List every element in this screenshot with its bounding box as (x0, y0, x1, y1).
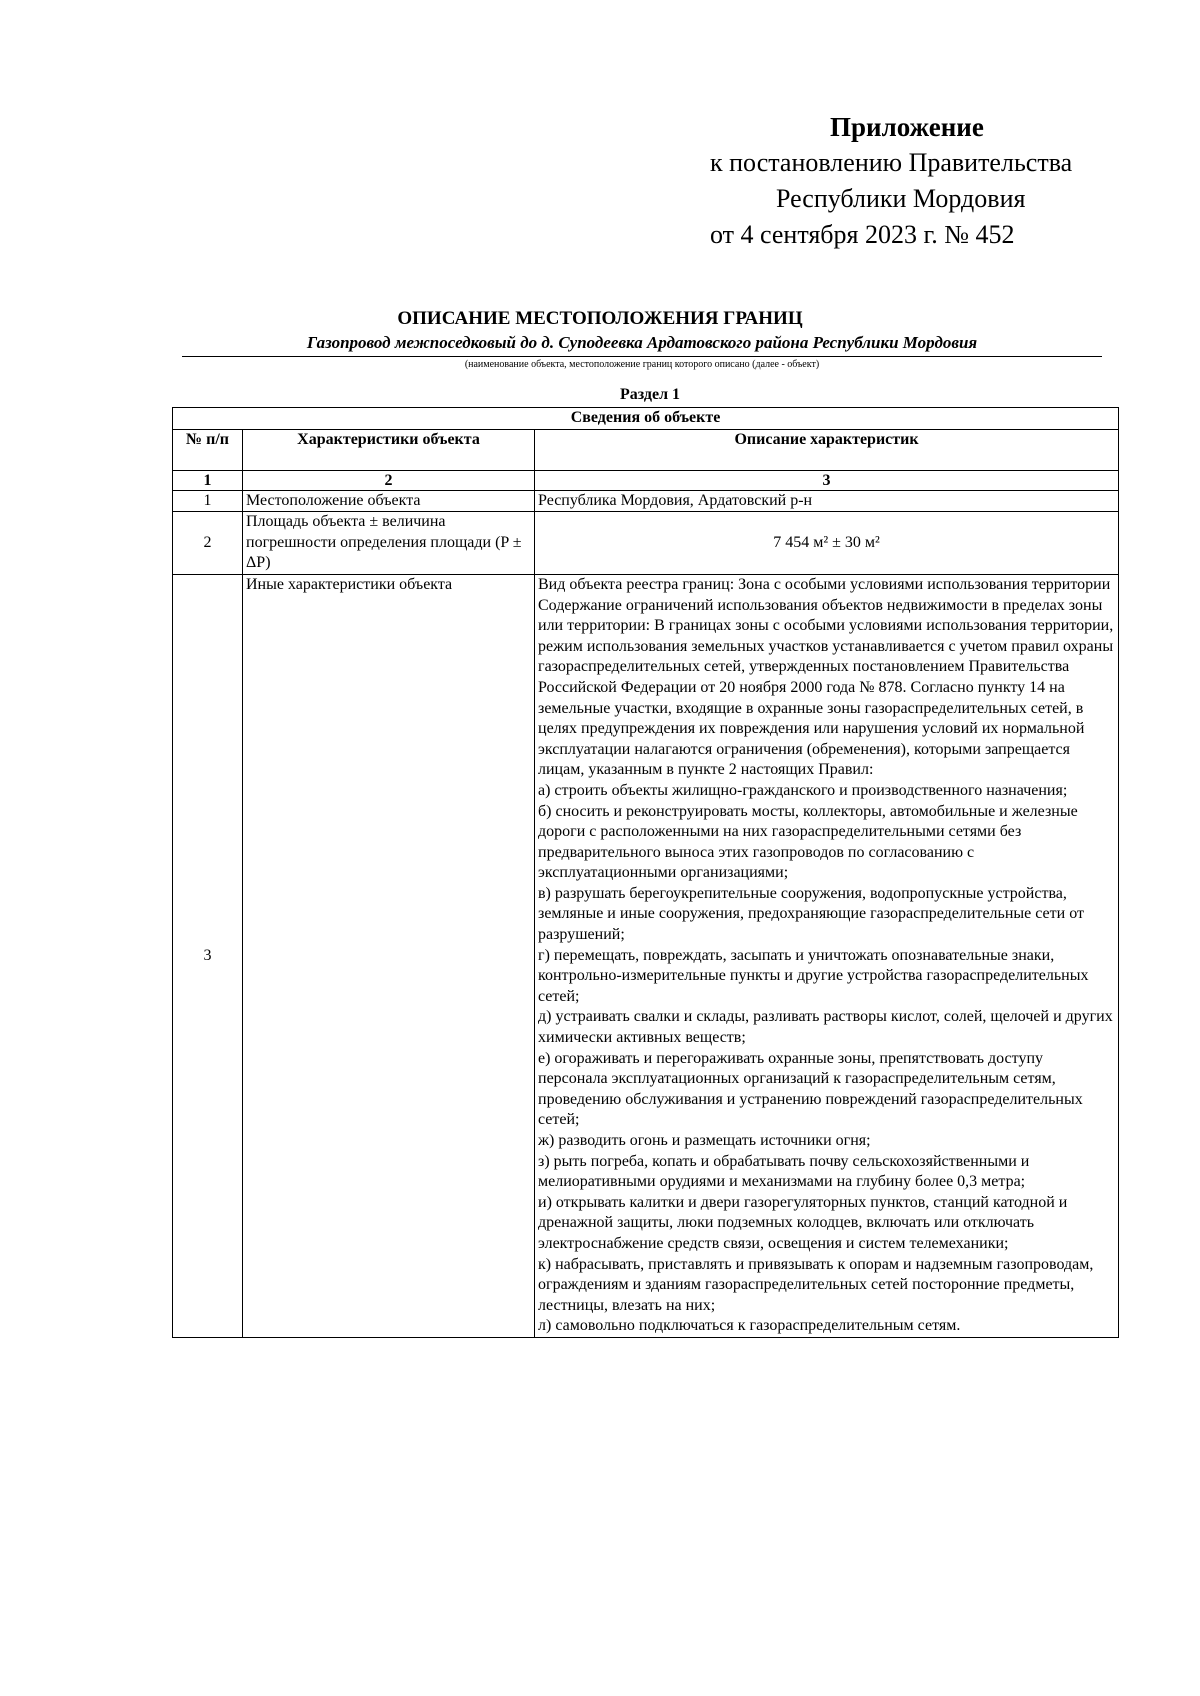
restriction-paragraph: Вид объекта реестра границ: Зона с особыми условиями использования территории (538, 575, 1111, 593)
column-number: 2 (243, 470, 535, 490)
annex-line-1: к постановлению Правительства (710, 148, 1073, 177)
table-row (173, 574, 1119, 1337)
document-title: ОПИСАНИЕ МЕСТОПОЛОЖЕНИЯ ГРАНИЦ (397, 308, 803, 329)
row-number: 2 (173, 512, 243, 575)
column-number: 1 (173, 470, 243, 490)
row-value: 7 454 м² ± 30 м² (535, 512, 1119, 575)
section-title: Раздел 1 (619, 386, 681, 403)
annex-title: Приложение (830, 112, 984, 142)
row-characteristic: Местоположение объекта (243, 490, 535, 512)
restriction-paragraph: д) устраивать свалки и склады, разливать растворы кислот, солей, щелочей и других химически активных веществ; (538, 1008, 1113, 1047)
table-caption-row (173, 408, 1119, 430)
row-value (535, 574, 1119, 1337)
object-name: Газопровод межпоседковый до д. Суподеевка Ардатовского района Республики Мордовия (306, 333, 978, 352)
row-number: 1 (173, 490, 243, 512)
header-characteristic: Характеристики объекта (243, 429, 535, 470)
table-caption: Сведения об объекте (173, 408, 1119, 430)
table-row (173, 490, 1119, 512)
restriction-paragraph: е) огораживать и перегораживать охранные зоны, препятствовать доступу персонала эксплуатационных организаций к газораспределительным сетям, проведению обслуживания и устранению повреждений газораспределительных сетей; (538, 1049, 1083, 1129)
table-header-row (173, 429, 1119, 470)
object-info-table (172, 407, 1119, 1338)
restriction-paragraph: Содержание ограничений использования объектов недвижимости в пределах зоны или территории: В границах зоны с особыми условиями использования территории, режим использования земельных участков устанавливается с учетом правил охраны газораспределительных сетей, утвержденных постановлением Правительства Российской Федерации от 20 ноября 2000 года № 878. Согласно пункту 14 на земельные участки, входящие в охранные зоны газораспределительных сетей, в целях предупреждения их повреждения или нарушения условий их нормальной эксплуатации налагаются ограничения (обременения), которыми запрещается лицам, указанным в пункте 2 настоящих Правил: (538, 596, 1114, 779)
header-number: № п/п (173, 429, 243, 470)
column-number: 3 (535, 470, 1119, 490)
row-characteristic: Площадь объекта ± величина погрешности определения площади (P ± ΔP) (243, 512, 535, 575)
row-number: 3 (173, 574, 243, 1337)
object-underline (182, 356, 1102, 357)
restriction-paragraph: з) рыть погреба, копать и обрабатывать почву сельскохозяйственными и мелиоративными орудиями и механизмами на глубину более 0,3 метра; (538, 1152, 1030, 1191)
column-number-row (173, 470, 1119, 490)
restriction-paragraph: а) строить объекты жилищно-гражданского и производственного назначения; (538, 781, 1068, 799)
restriction-paragraph: л) самовольно подключаться к газораспределительным сетям. (538, 1317, 961, 1335)
restriction-paragraph: и) открывать калитки и двери газорегуляторных пунктов, станций катодной и дренажной защиты, люки подземных колодцев, включать или отключать электроснабжение средств связи, освещения и систем телемеханики; (538, 1193, 1068, 1252)
row-value: Республика Мордовия, Ардатовский р-н (535, 490, 1119, 512)
annex-line-2: Республики Мордовия (776, 184, 1026, 213)
table-row (173, 512, 1119, 575)
restriction-paragraph: в) разрушать берегоукрепительные сооружения, водопропускные устройства, земляные и иные сооружения, предохраняющие газораспределительные сети от разрушений; (538, 884, 1084, 944)
annex-date-number: от 4 сентября 2023 г. № 452 (710, 220, 1015, 249)
restriction-paragraph: к) набрасывать, приставлять и привязывать к опорам и надземным газопроводам, ограждениям и зданиям газораспределительных сетей посторонние предметы, лестницы, влезать на них; (538, 1255, 1094, 1314)
restriction-paragraph: ж) разводить огонь и размещать источники огня; (538, 1132, 871, 1149)
object-caption: (наименование объекта, местоположение границ которого описано (далее - объект) (464, 359, 820, 370)
row-characteristic: Иные характеристики объекта (243, 574, 535, 1337)
restriction-paragraph: б) сносить и реконструировать мосты, коллекторы, автомобильные и железные дороги с расположенными на них газораспределительными сетями без предварительного выноса этих газопроводов по согласованию с эксплуатационными организациями; (538, 802, 1078, 882)
header-description: Описание характеристик (535, 429, 1119, 470)
restriction-paragraph: г) перемещать, повреждать, засыпать и уничтожать опознавательные знаки, контрольно-измерительные пункты и другие устройства газораспределительных сетей; (538, 946, 1089, 1005)
